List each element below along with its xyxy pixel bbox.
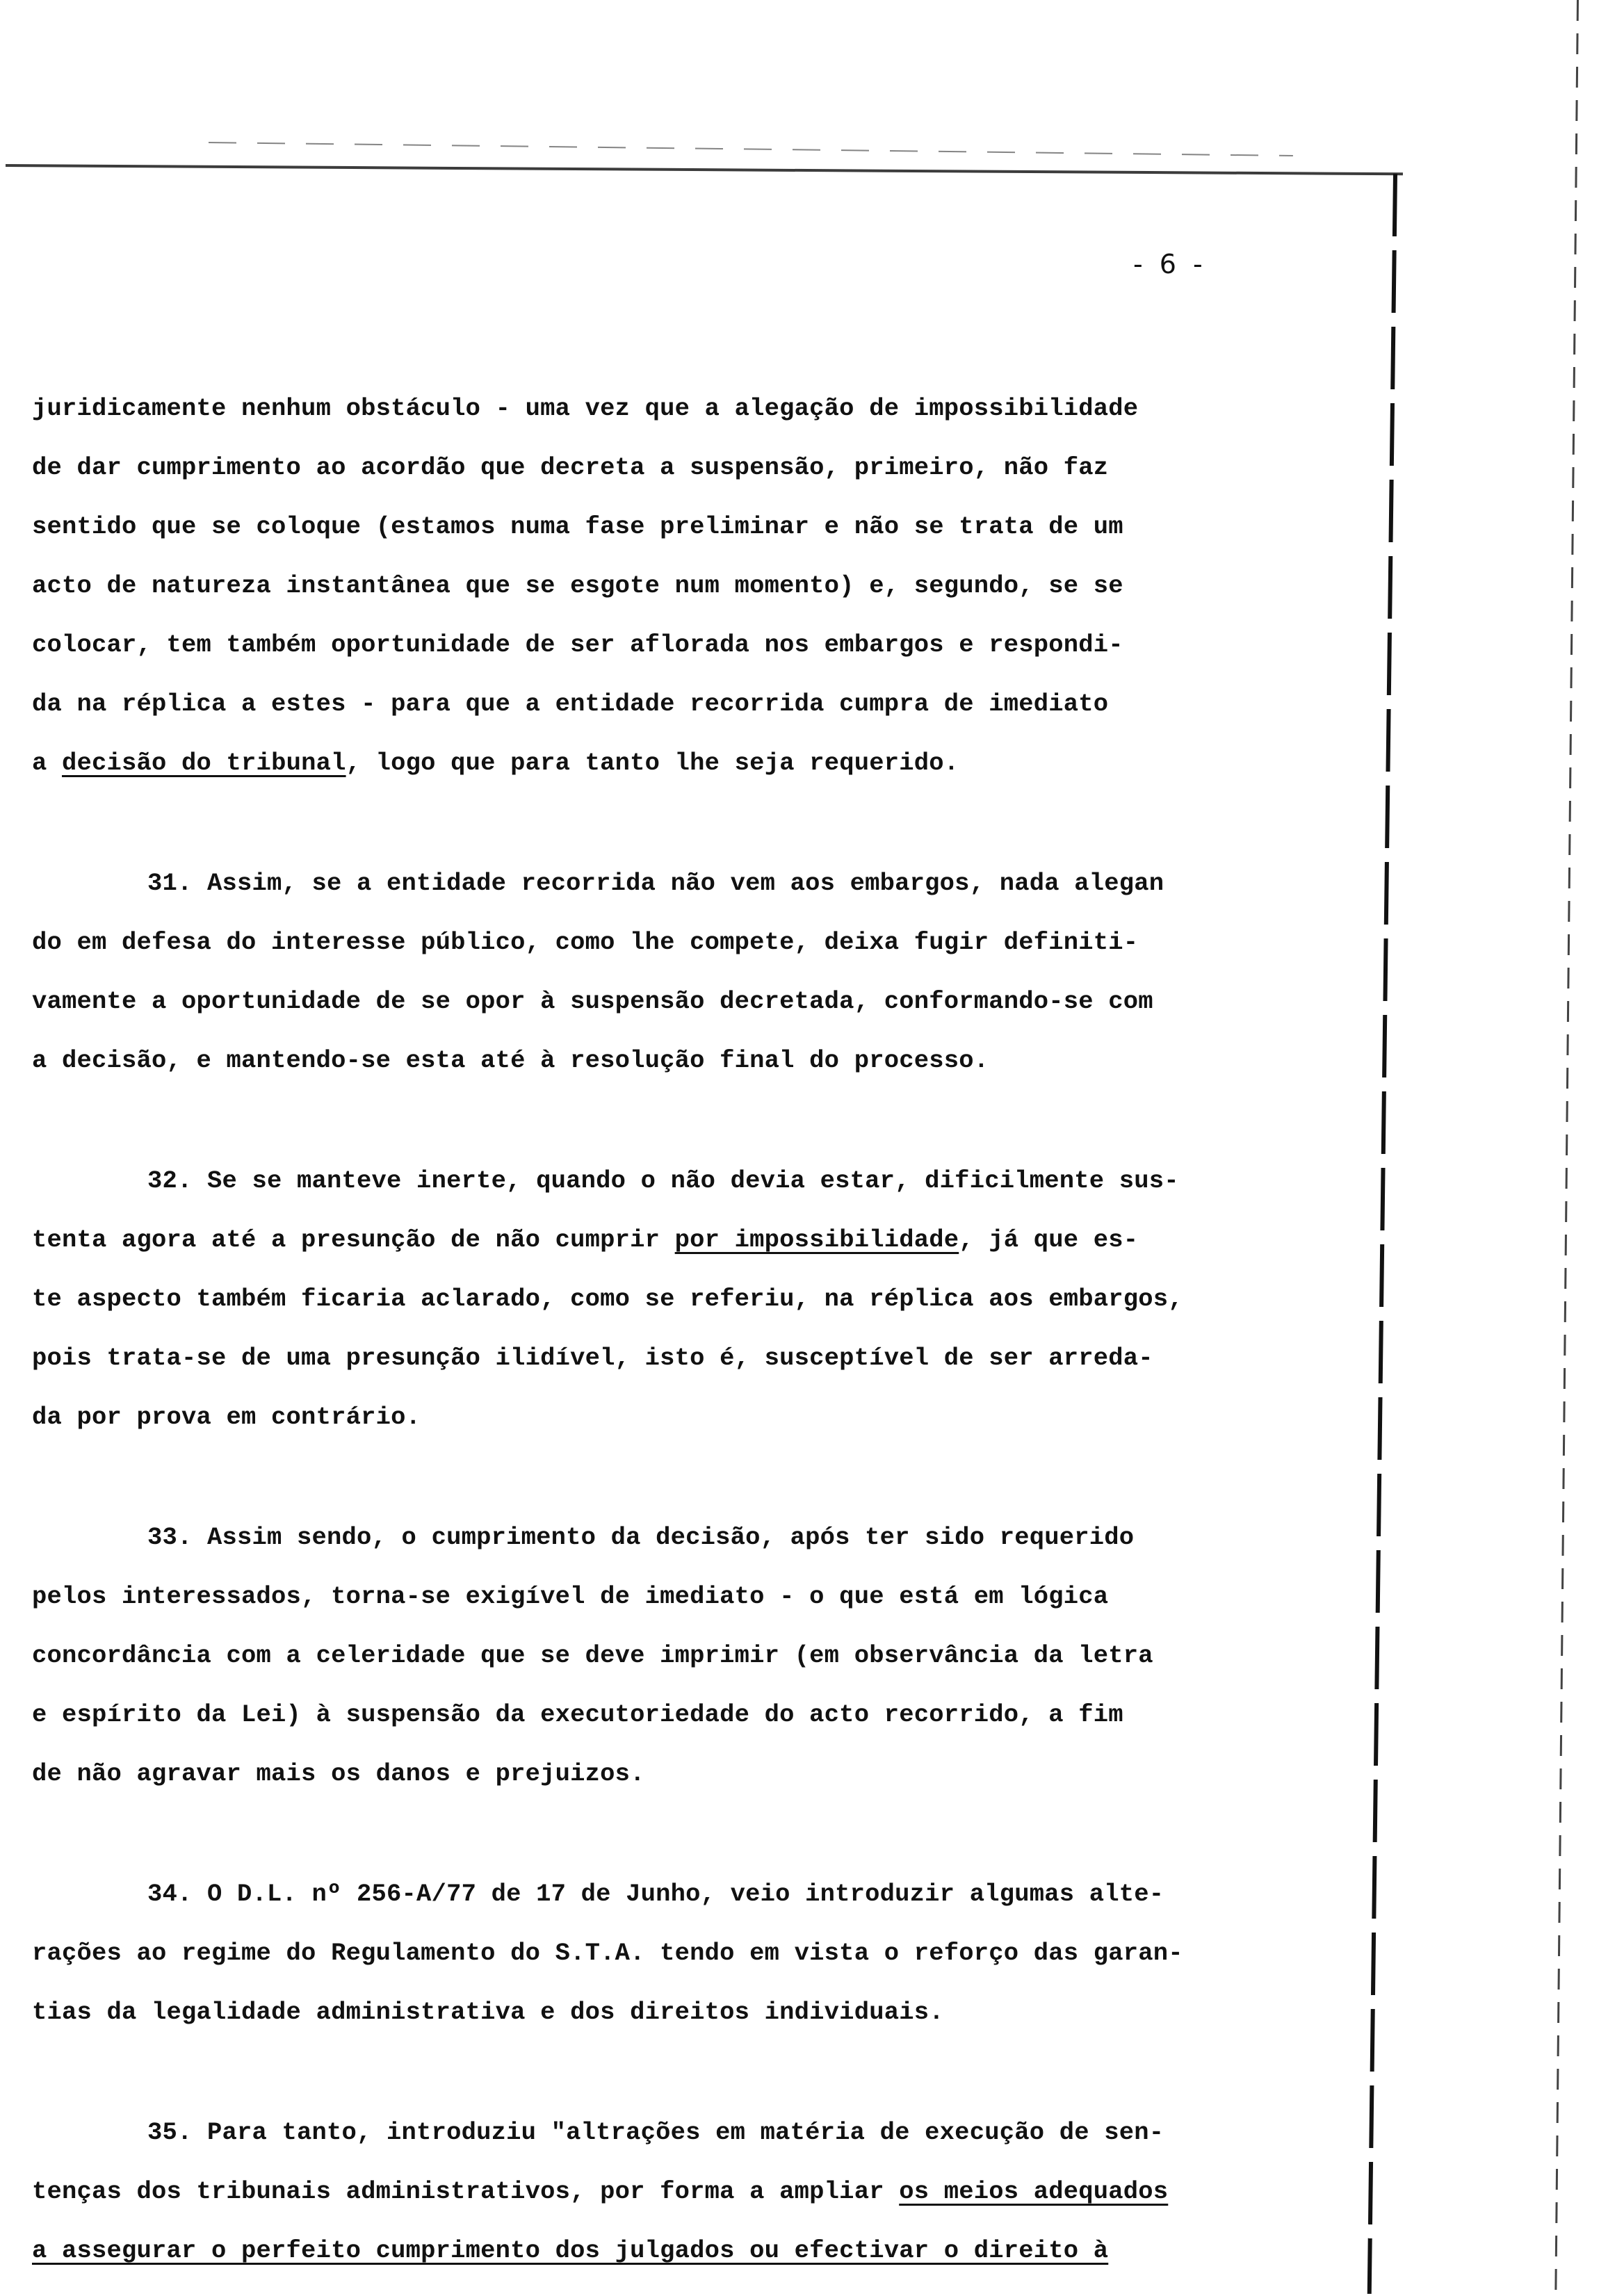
text-segment: , logo que para tanto lhe seja requerido. [346,749,959,777]
scan-right-edge-outer [1554,0,1579,2291]
text-line: do em defesa do interesse público, como lhe compete, deixa fugir definiti- [32,928,1139,957]
text-line: rações ao regime do Regulamento do S.T.A. tendo em vista o reforço das garan- [32,1939,1183,1967]
text-line: sentido que se coloque (estamos numa fase preliminar e não se trata de um [32,512,1123,541]
paragraph-35 [32,2103,1297,2280]
text-line: pelos interessados, torna-se exigível de imediato - o que está em lógica [32,1582,1109,1611]
text-line: juridicamente nenhum obstáculo - uma vez que a alegação de impossibilidade [32,394,1139,423]
text-line: da na réplica a estes - para que a entidade recorrida cumpra de imediato [32,690,1109,718]
scan-top-edge [6,164,1403,175]
text-line [32,1210,1297,1269]
text-line: 35. Para tanto, introduziu "altrações em matéria de execução de sen- [147,2118,1164,2147]
text-line: colocar, tem também oportunidade de ser aflorada nos embargos e respondi- [32,631,1123,659]
paragraph-gap [32,1447,1297,1508]
text-line [32,2162,1297,2221]
text-line: pois trata-se de uma presunção ilidível, isto é, susceptível de ser arreda- [32,1344,1153,1372]
text-line: te aspecto também ficaria aclarado, como se referiu, na réplica aos embargos, [32,1285,1183,1313]
text-line: de não agravar mais os danos e prejuizos. [32,1759,645,1788]
text-line: 31. Assim, se a entidade recorrida não vem aos embargos, nada alegan [147,869,1164,897]
underlined-phrase: por impossibilidade [674,1226,959,1254]
text-segment: tenças dos tribunais administrativos, por forma a ampliar [32,2177,900,2206]
document-body [32,379,1297,2280]
text-line [32,2221,1297,2280]
paragraph-33 [32,1508,1297,1803]
paragraph-gap [32,792,1297,854]
text-line: 34. O D.L. nº 256-A/77 de 17 de Junho, veio introduzir algumas alte- [147,1880,1164,1908]
text-line: a decisão, e mantendo-se esta até à resolução final do processo. [32,1046,989,1075]
text-line: 33. Assim sendo, o cumprimento da decisão, após ter sido requerido [147,1523,1135,1552]
paragraph-gap [32,2042,1297,2103]
underlined-phrase: os meios adequados [899,2177,1169,2206]
text-line: e espírito da Lei) à suspensão da executoriedade do acto recorrido, a fim [32,1700,1123,1729]
underlined-phrase: a assegurar o perfeito cumprimento dos julgados ou efectivar o direito à [32,2236,1109,2265]
text-line: acto de natureza instantânea que se esgote num momento) e, segundo, se se [32,571,1123,600]
page-number: - 6 - [1133,249,1207,279]
paragraph-continuation [32,379,1297,792]
text-segment: tenta agora até a presunção de não cumprir [32,1226,675,1254]
scan-right-edge-inner [1367,174,1397,2294]
paragraph-34 [32,1864,1297,2042]
text-line: vamente a oportunidade de se opor à suspensão decretada, conformando-se com [32,987,1153,1016]
text-line: 32. Se se manteve inerte, quando o não devia estar, dificilmente sus- [147,1166,1179,1195]
paragraph-31 [32,854,1297,1090]
underlined-phrase: decisão do tribunal [62,749,346,777]
text-line [32,733,1297,792]
scan-top-edge-faint [209,142,1293,156]
text-line: concordância com a celeridade que se deve imprimir (em observância da letra [32,1641,1153,1670]
paragraph-gap [32,1803,1297,1864]
paragraph-gap [32,1090,1297,1151]
text-segment: a [32,749,63,777]
text-line: tias da legalidade administrativa e dos direitos individuais. [32,1998,944,2026]
text-line: da por prova em contrário. [32,1403,421,1431]
text-line: de dar cumprimento ao acordão que decreta a suspensão, primeiro, não faz [32,453,1109,482]
text-segment: , já que es- [959,1226,1139,1254]
paragraph-32 [32,1151,1297,1447]
